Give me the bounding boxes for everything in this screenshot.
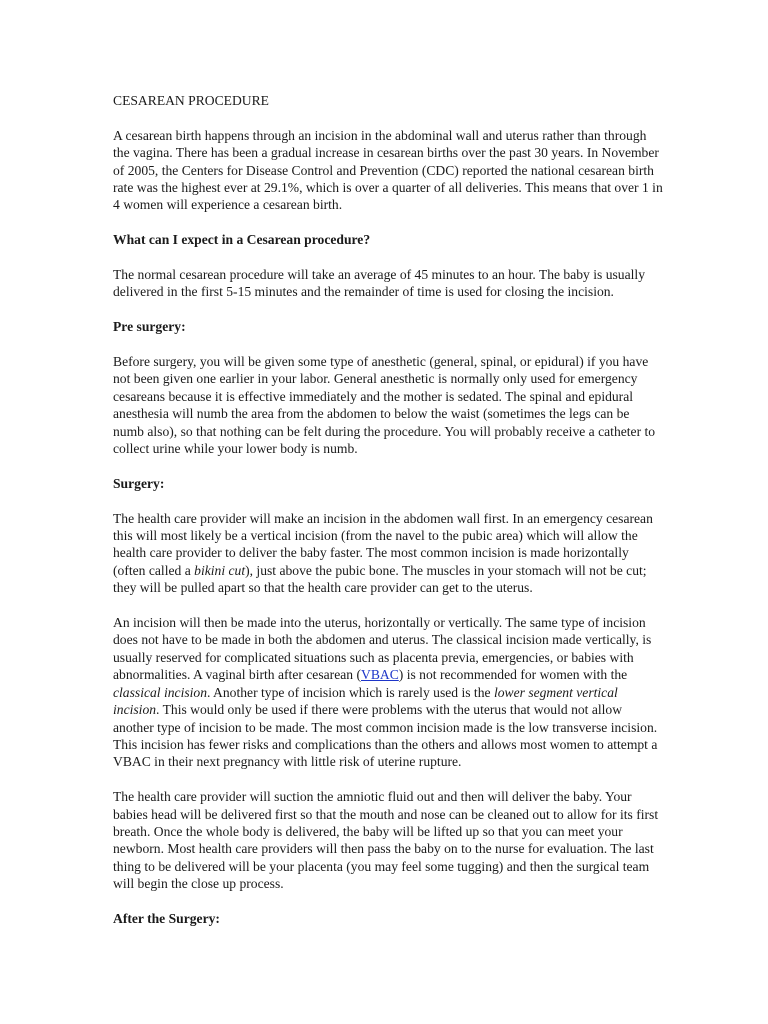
surgery-paragraph-3: The health care provider will suction the amniotic fluid out and then will deliver the baby. Your babies head will be delivered first so that the mouth and nose can be cleaned out to allow for its first breath. Once the whole body is delivered, the baby will be lifted up so that you can meet your newborn. Most health care providers will then pass the baby on to the nurse for evaluation. The last thing to be delivered will be your placenta (you may feel some tugging) and then the surgical team will begin the close up process.: [113, 789, 659, 892]
vbac-link[interactable]: VBAC: [361, 667, 399, 683]
pre-surgery-paragraph: Before surgery, you will be given some type of anesthetic (general, spinal, or epidural) if you have not been given one earlier in your labor. General anesthetic is normally only used for emergency cesareans because it is effective immediately and the mother is sedated. The spinal and epidural anesthesia will numb the area from the abdomen to below the waist (sometimes the legs can be numb also), so that nothing can be felt during the procedure. You will probably receive a catheter to collect urine while your lower body is numb.: [113, 354, 656, 457]
surgery-p1-text-a: The health care provider will make an incision in the abdomen wall first. In an emergency cesarean this will most likely be a vertical incision (from the navel to the pubic area) which will allow the health care provider to deliver the baby faster. The most common incision is made horizontally (often called a: [113, 510, 653, 578]
surgery-p1-text-b: ), just above the pubic bone. The muscles in your stomach will not be cut; they will be pulled apart so that the health care provider can get to the uterus.: [113, 562, 647, 596]
surgery-p2-text-a: An incision will then be made into the uterus, horizontally or vertically. The same type of incision does not have to be made in both the abdomen and uterus. The classical incision made vertically, is usually reserved for complicated situations such as placenta previa, emergencies, or babies with abnormalities. A vaginal birth after cesarean (: [113, 615, 652, 683]
surgery-paragraph-1: [113, 510, 663, 597]
expect-paragraph: The normal cesarean procedure will take an average of 45 minutes to an hour. The baby is usually delivered in the first 5-15 minutes and the remainder of time is used for closing the incision.: [113, 267, 645, 300]
surgery-p2-text-b: ) is not recommended for women with the: [398, 667, 628, 683]
classical-incision-term: classical incision: [113, 684, 208, 700]
surgery-paragraph-2: [113, 614, 663, 771]
heading-pre-surgery: Pre surgery:: [113, 319, 186, 335]
heading-expect: What can I expect in a Cesarean procedure?: [113, 232, 371, 248]
surgery-p2-text-c: . Another type of incision which is rarely used is the: [207, 684, 494, 700]
heading-surgery: Surgery:: [113, 475, 165, 491]
page-title: CESAREAN PROCEDURE: [113, 93, 269, 108]
bikini-cut-term: bikini cut: [194, 562, 246, 578]
surgery-p2-text-d: . This would only be used if there were problems with the uterus that would not allow another type of incision to be made. The most common incision made is the low transverse incision. This incision has fewer risks and complications than the others and allows most women to attempt a VBAC in their next pregnancy with little risk of uterine rupture.: [113, 702, 658, 770]
lower-segment-term: lower segment vertical incision: [113, 684, 618, 718]
intro-paragraph: A cesarean birth happens through an incision in the abdominal wall and uterus rather than through the vagina. There has been a gradual increase in cesarean births over the past 30 years. In November of 2005, the Centers for Disease Control and Prevention (CDC) reported the national cesarean birth rate was the highest ever at 29.1%, which is over a quarter of all deliveries. This means that over 1 in 4 women will experience a cesarean birth.: [113, 127, 663, 213]
heading-after-surgery: After the Surgery:: [113, 910, 220, 926]
document-page: [113, 92, 663, 945]
